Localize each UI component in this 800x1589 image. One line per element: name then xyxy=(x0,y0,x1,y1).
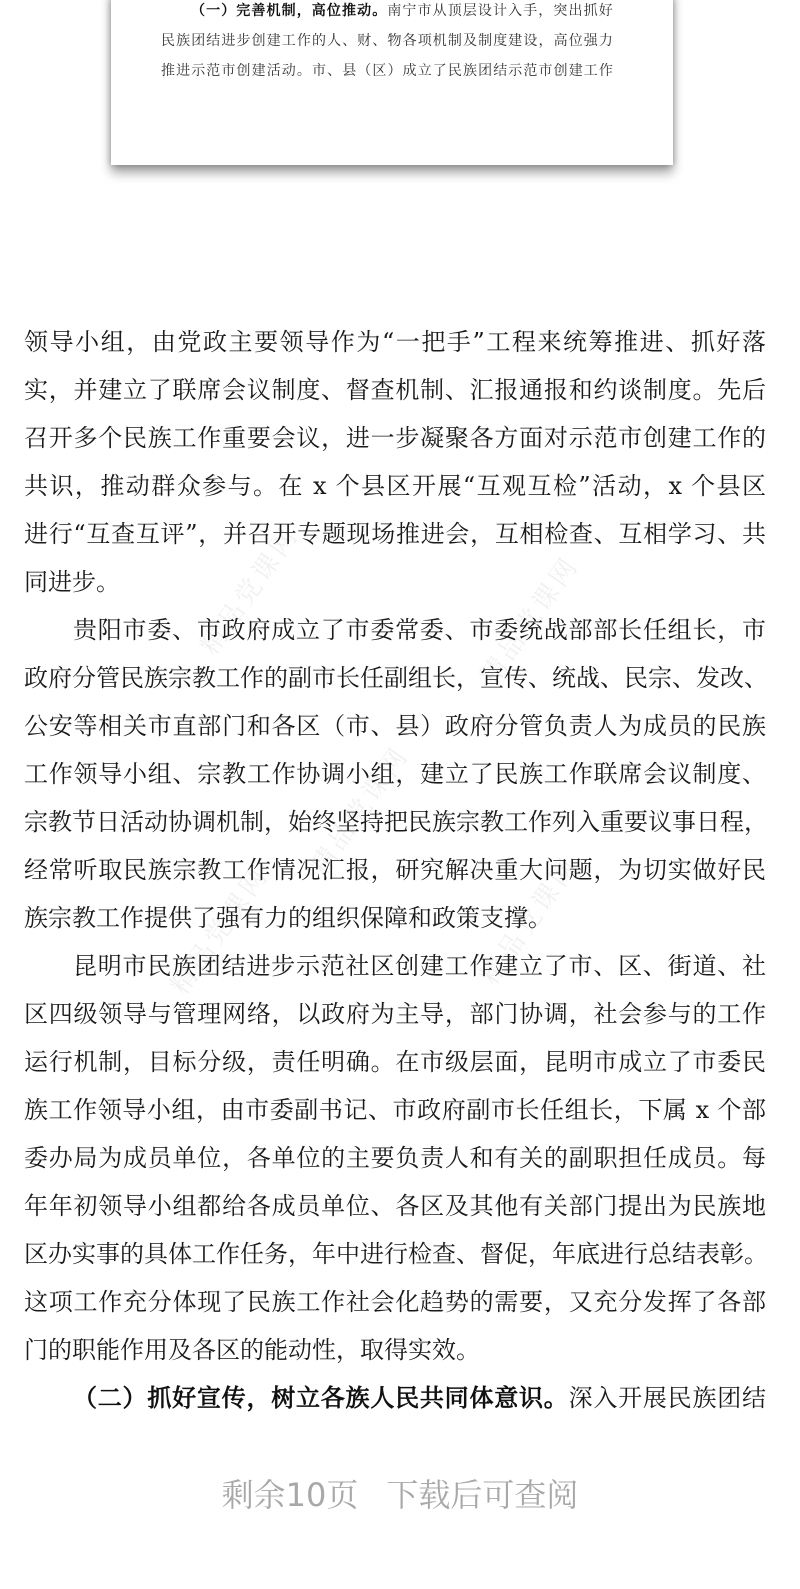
paragraph-3-line: 运行机制，目标分级，责任明确。在市级层面，昆明市成立了市委民 xyxy=(24,1048,766,1076)
section-heading-2: （二）抓好宣传，树立各族人民共同体意识。深入开展民族团结 xyxy=(73,1383,767,1412)
paragraph-1-line: 召开多个民族工作重要会议，进一步凝聚各方面对示范市创建工作的 xyxy=(24,424,766,452)
download-prompt[interactable] xyxy=(0,1470,800,1516)
paragraph-1-line: 实，并建立了联席会议制度、督查机制、汇报通报和约谈制度。先后 xyxy=(24,376,766,404)
remaining-pages-label: 剩余10页 xyxy=(221,1476,359,1514)
download-to-view-label[interactable]: 下载后可查阅 xyxy=(386,1476,579,1514)
watermark: 精品党课网 xyxy=(474,850,586,991)
watermark: 精品党课网 xyxy=(474,550,586,691)
paragraph-2-line: 经常听取民族宗教工作情况汇报，研究解决重大问题，为切实做好民 xyxy=(24,856,766,884)
paragraph-3-line: 区四级领导与管理网络，以政府为主导，部门协调，社会参与的工作 xyxy=(24,1000,766,1028)
paragraph-1-line: 共识，推动群众参与。在 x 个县区开展“互观互检”活动，x 个县区 xyxy=(24,472,766,500)
card-line-3: 推进示范市创建活动。市、县（区）成立了民族团结示范市创建工作 xyxy=(161,63,614,79)
paragraph-2-line: 政府分管民族宗教工作的副市长任副组长，宣传、统战、民宗、发改、 xyxy=(24,664,768,692)
paragraph-2-line: 宗教节日活动协调机制，始终坚持把民族宗教工作列入重要议事日程， xyxy=(24,808,768,836)
paragraph-3-line: 委办局为成员单位，各单位的主要负责人和有关的副职担任成员。每 xyxy=(24,1144,766,1172)
paragraph-3-line: 族工作领导小组，由市委副书记、市政府副市长任组长，下属 x 个部 xyxy=(24,1096,766,1124)
paragraph-2-line: 族宗教工作提供了强有力的组织保障和政策支撑。 xyxy=(24,904,552,932)
watermark: 精品党课网 xyxy=(304,740,416,881)
paragraph-1-line: 进行“互查互评”，并召开专题现场推进会，互相检查、互相学习、共 xyxy=(24,520,766,548)
paragraph-2-line: 公安等相关市直部门和各区（市、县）政府分管负责人为成员的民族 xyxy=(24,712,766,740)
paragraph-3-line: 年年初领导小组都给各成员单位、各区及其他有关部门提出为民族地 xyxy=(24,1192,766,1220)
section-heading-bold: （二）抓好宣传，树立各族人民共同体意识。 xyxy=(73,1383,569,1412)
preview-page-card xyxy=(111,0,673,165)
paragraph-1-line: 同进步。 xyxy=(24,568,120,596)
paragraph-1-line: 领导小组，由党政主要领导作为“一把手”工程来统筹推进、抓好落 xyxy=(24,328,766,356)
paragraph-3-line: 这项工作充分体现了民族工作社会化趋势的需要，又充分发挥了各部 xyxy=(24,1288,766,1316)
card-heading: （一）完善机制，高位推动。 xyxy=(191,3,388,19)
card-line-1: （一）完善机制，高位推动。南宁市从顶层设计入手，突出抓好 xyxy=(191,3,614,19)
paragraph-2-line: 工作领导小组、宗教工作协调小组，建立了民族工作联席会议制度、 xyxy=(24,760,766,788)
paragraph-3-line: 昆明市民族团结进步示范社区创建工作建立了市、区、街道、社 xyxy=(73,952,766,980)
watermark: 精品党课网 xyxy=(164,860,276,1001)
paragraph-3-line: 门的职能作用及各区的能动性，取得实效。 xyxy=(24,1336,480,1364)
card-line-2: 民族团结进步创建工作的人、财、物各项机制及制度建设，高位强力 xyxy=(161,33,614,49)
watermark: 精品党课网 xyxy=(194,520,306,661)
paragraph-3-line: 区办实事的具体工作任务，年中进行检查、督促，年底进行总结表彰。 xyxy=(24,1240,768,1268)
paragraph-2-line: 贵阳市委、市政府成立了市委常委、市委统战部部长任组长，市 xyxy=(73,616,766,644)
